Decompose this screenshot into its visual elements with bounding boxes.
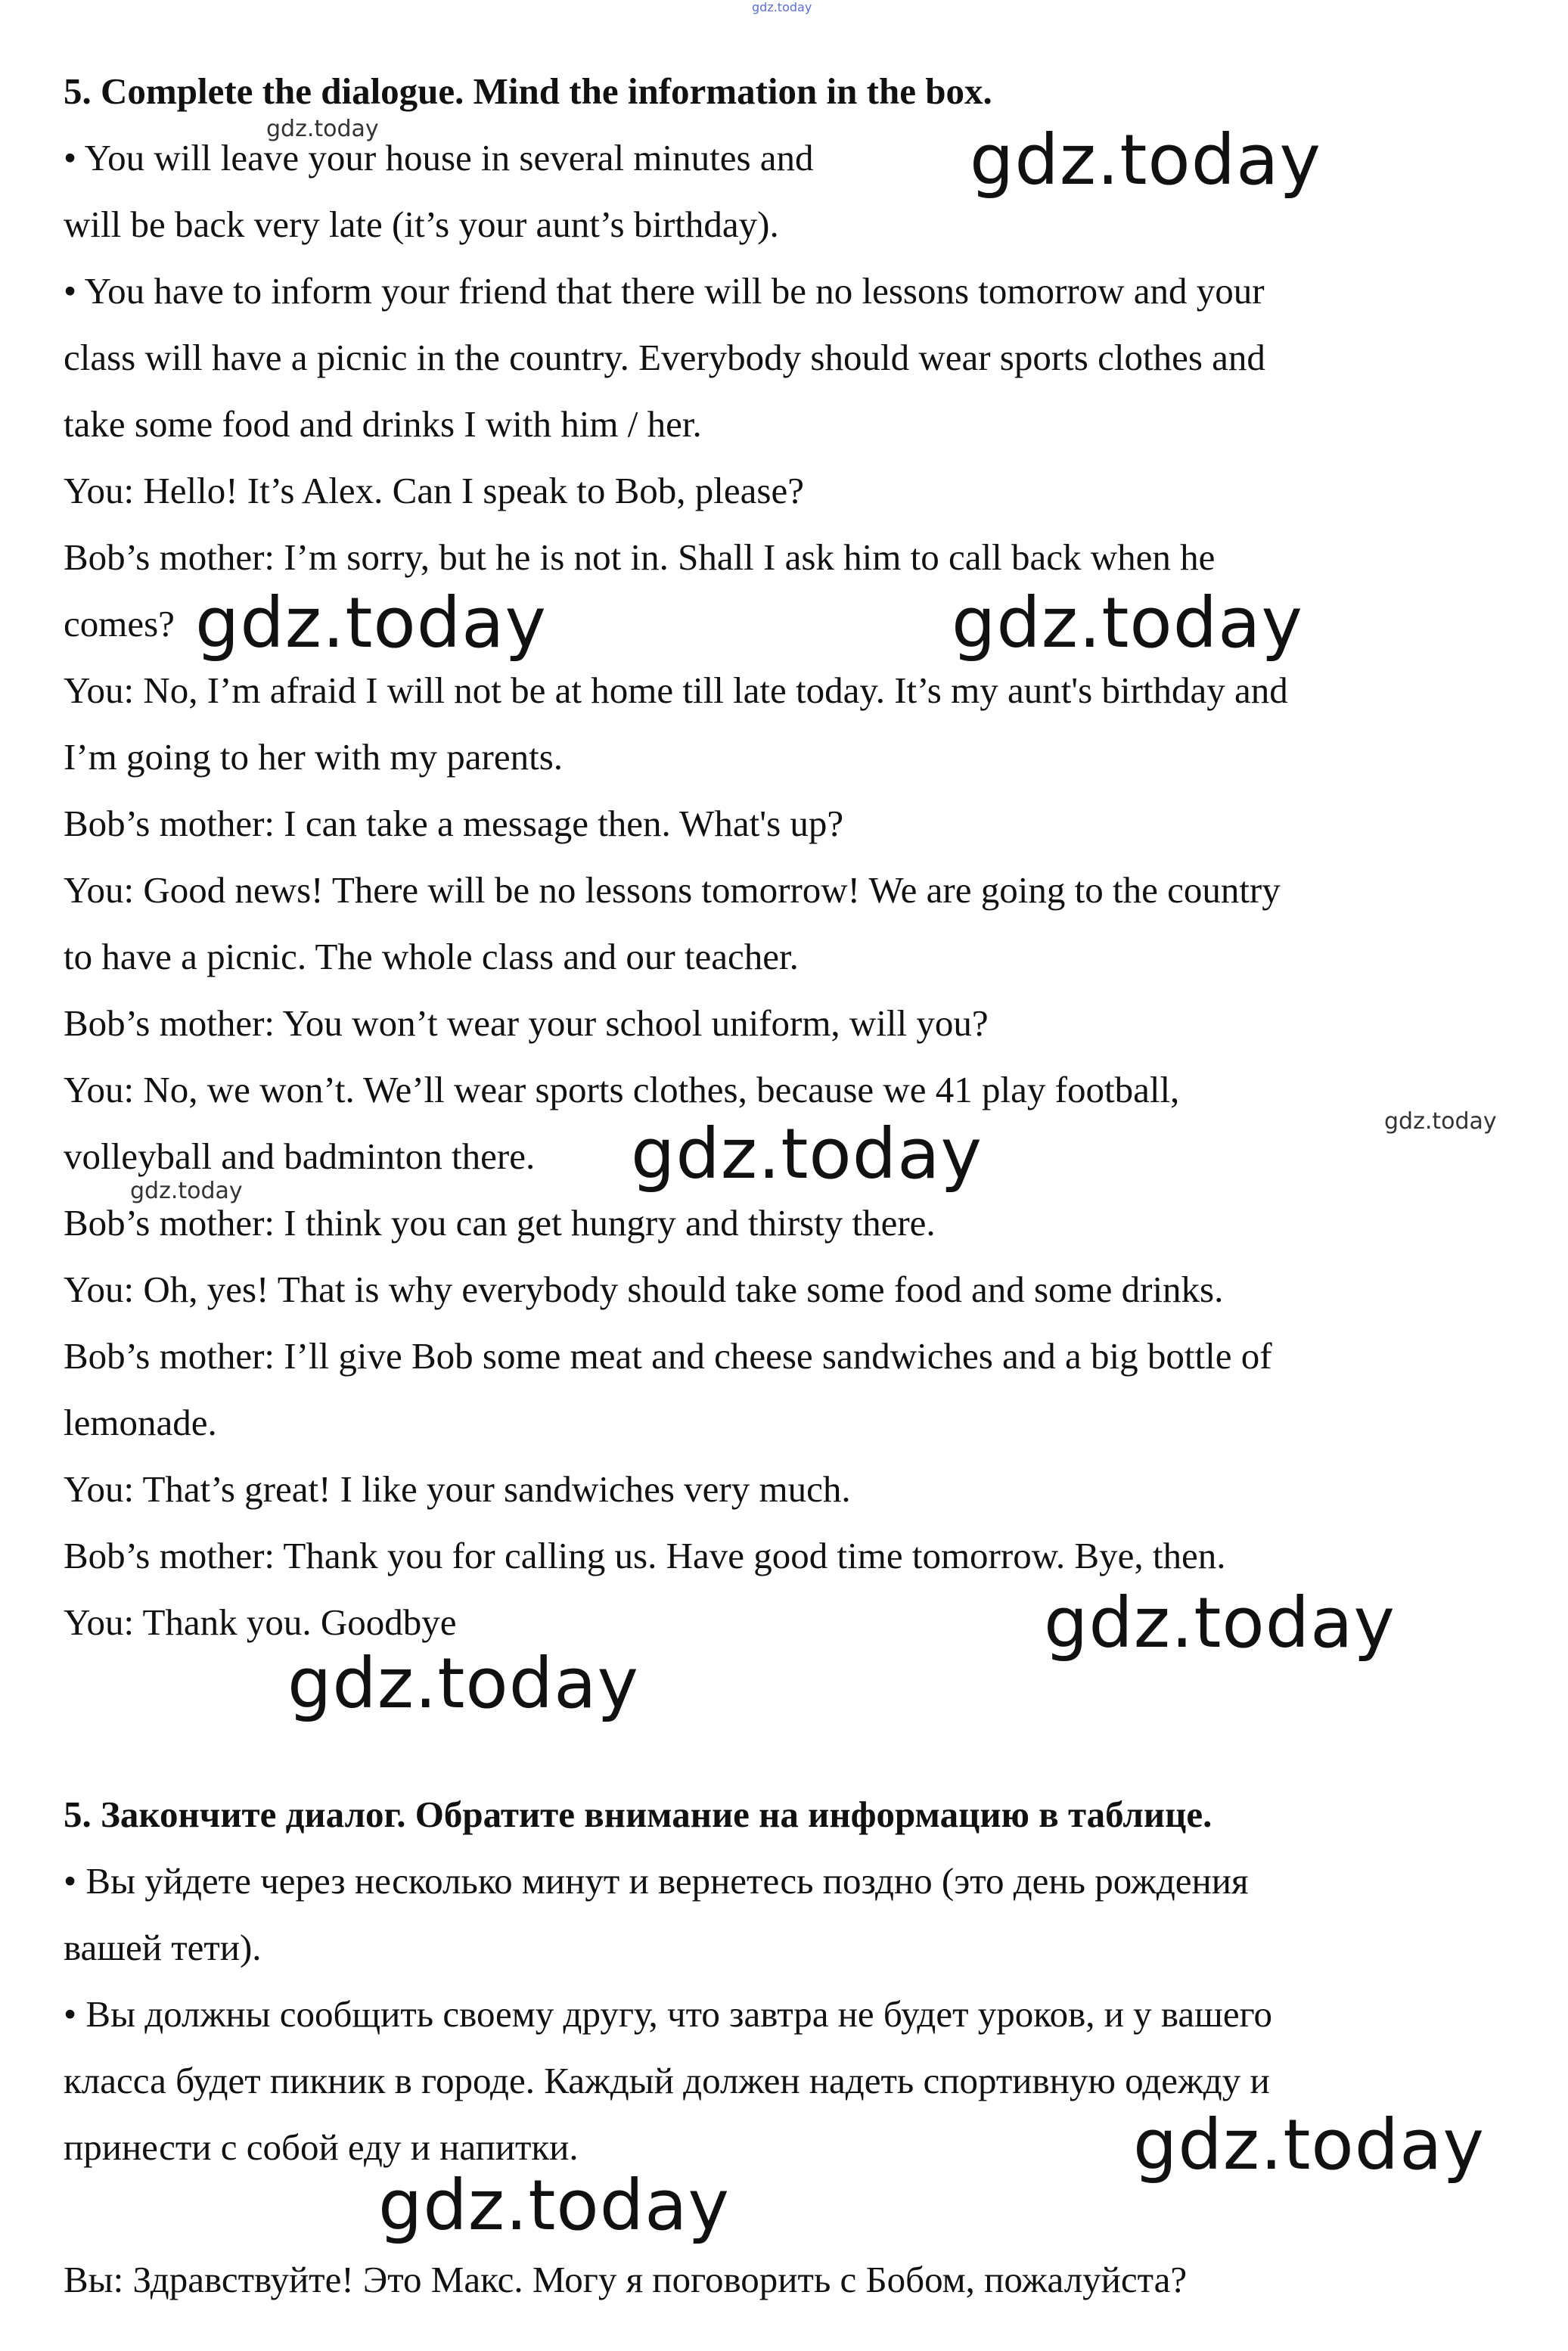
english-line: You: That’s great! I like your sandwiches very much.	[64, 1468, 851, 1510]
english-heading: 5. Complete the dialogue. Mind the information in the box.	[64, 70, 992, 112]
watermark-large: gdz.today	[378, 2165, 730, 2246]
english-line: class will have a picnic in the country. Everybody should wear sports clothes and	[64, 337, 1265, 378]
english-line: Bob’s mother: I think you can get hungry and thirsty there.	[64, 1202, 936, 1244]
english-line: You: Hello! It’s Alex. Can I speak to Bob, please?	[64, 470, 804, 511]
english-line: I’m going to her with my parents.	[64, 736, 564, 778]
english-line: You: No, I’m afraid I will not be at home till late today. It’s my aunt's birthday and	[64, 669, 1288, 711]
english-line: • You will leave your house in several minutes and	[64, 137, 814, 179]
russian-line: вашей тети).	[64, 1927, 262, 1968]
english-line: Bob’s mother: I’m sorry, but he is not in. Shall I ask him to call back when he	[64, 536, 1216, 578]
russian-line: Вы: Здравствуйте! Это Макс. Могу я поговорить с Бобом, пожалуйста?	[64, 2259, 1188, 2300]
watermark-small: gdz.today	[266, 116, 379, 142]
english-line: lemonade.	[64, 1402, 217, 1443]
english-line: volleyball and badminton there.	[64, 1135, 536, 1177]
english-line: Bob’s mother: Thank you for calling us. Have good time tomorrow. Bye, then.	[64, 1535, 1226, 1576]
russian-line: • Вы должны сообщить своему другу, что завтра не будет уроков, и у вашего	[64, 1993, 1273, 2035]
english-line: take some food and drinks I with him / her.	[64, 403, 702, 445]
russian-line: принести с собой еду и напитки.	[64, 2126, 579, 2168]
russian-line: • Вы уйдете через несколько минут и вернетесь поздно (это день рождения	[64, 1860, 1249, 1902]
english-line: You: Thank you. Goodbye	[64, 1601, 457, 1643]
watermark-large: gdz.today	[1133, 2104, 1485, 2185]
english-line: You: Oh, yes! That is why everybody should take some food and some drinks.	[64, 1269, 1224, 1310]
english-line: Bob’s mother: I can take a message then. What's up?	[64, 803, 844, 844]
english-line: • You have to inform your friend that there will be no lessons tomorrow and your	[64, 270, 1265, 312]
english-line: You: Good news! There will be no lessons tomorrow! We are going to the country	[64, 869, 1281, 911]
watermark-small: gdz.today	[130, 1178, 243, 1204]
watermark-top: gdz.today	[752, 0, 812, 14]
watermark-small: gdz.today	[1384, 1108, 1497, 1135]
russian-line: класса будет пикник в городе. Каждый должен надеть спортивную одежду и	[64, 2060, 1270, 2101]
english-line: You: No, we won’t. We’ll wear sports clothes, because we 41 play football,	[64, 1069, 1180, 1110]
watermark-large: gdz.today	[631, 1113, 983, 1194]
watermark-large: gdz.today	[287, 1643, 639, 1724]
english-line: Bob’s mother: You won’t wear your school uniform, will you?	[64, 1002, 989, 1044]
watermark-large: gdz.today	[952, 582, 1303, 663]
watermark-large: gdz.today	[195, 582, 547, 663]
english-line: will be back very late (it’s your aunt’s birthday).	[64, 203, 779, 245]
watermark-large: gdz.today	[970, 120, 1321, 200]
english-line: to have a picnic. The whole class and our teacher.	[64, 936, 799, 977]
english-line: comes?	[64, 603, 175, 644]
english-line: Bob’s mother: I’ll give Bob some meat and cheese sandwiches and a big bottle of	[64, 1335, 1272, 1377]
watermark-large: gdz.today	[1044, 1582, 1396, 1663]
russian-heading: 5. Закончите диалог. Обратите внимание на информацию в таблице.	[64, 1794, 1212, 1835]
